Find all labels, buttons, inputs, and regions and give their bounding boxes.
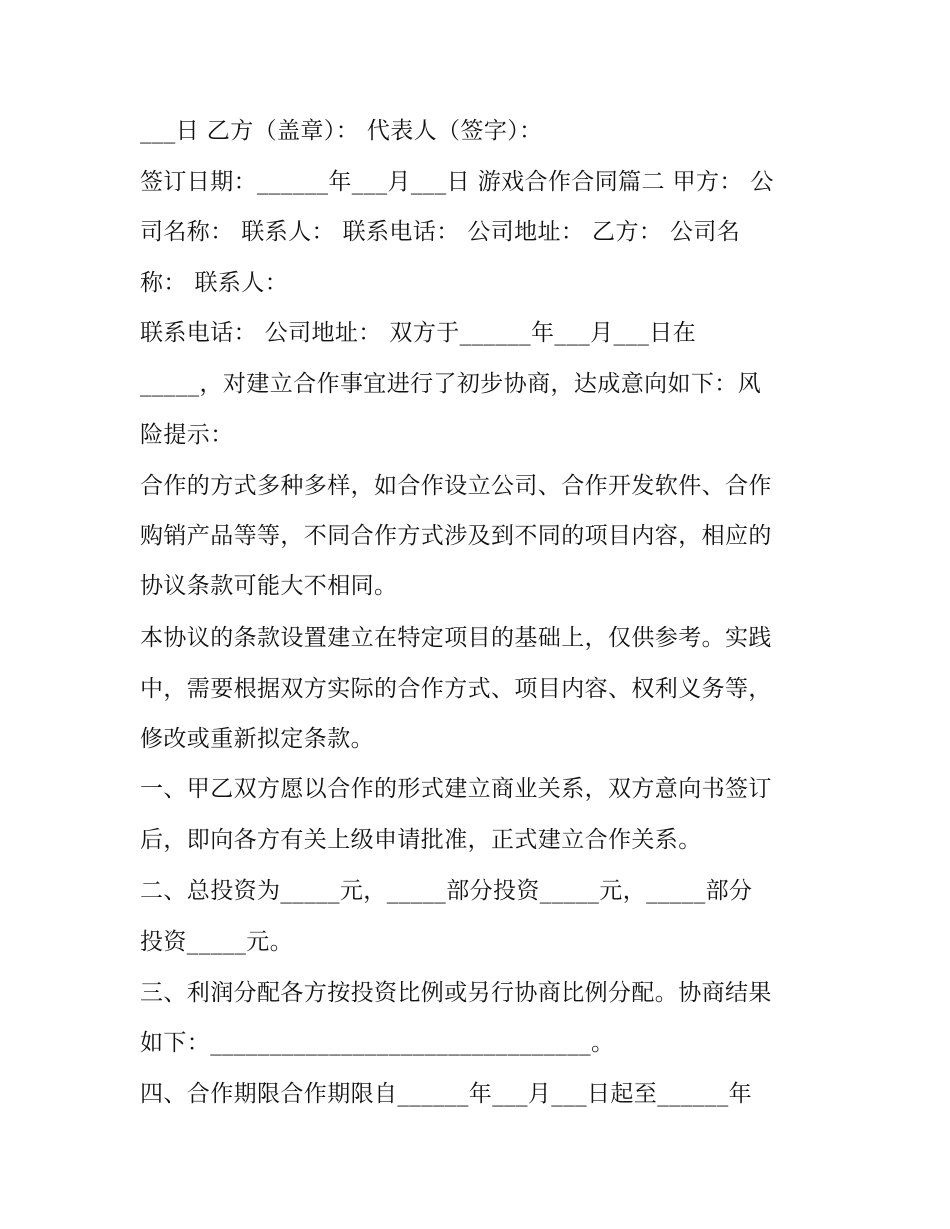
text-line-7: 险提示： bbox=[140, 422, 234, 448]
text-line-3: 司名称： 联系人： 联系电话： 公司地址： 乙方： 公司名 bbox=[140, 219, 741, 245]
text-line-11: 本协议的条款设置建立在特定项目的基础上，仅供参考。实践 bbox=[140, 625, 772, 651]
text-line-19: 如下：________________________________。 bbox=[140, 1030, 615, 1056]
text-line-6: _____，对建立合作事宜进行了初步协商，达成意向如下：风 bbox=[140, 371, 762, 397]
text-line-9: 购销产品等等，不同合作方式涉及到不同的项目内容，相应的 bbox=[140, 523, 772, 549]
text-line-15: 后，即向各方有关上级申请批准，正式建立合作关系。 bbox=[140, 827, 702, 853]
text-line-20: 四、合作期限合作期限自______年___月___日起至______年 bbox=[140, 1081, 752, 1107]
text-line-5: 联系电话： 公司地址： 双方于______年___月___日在 bbox=[140, 320, 697, 346]
text-line-18: 三、利润分配各方按投资比例或另行协商比例分配。协商结果 bbox=[140, 980, 772, 1006]
text-line-17: 投资_____元。 bbox=[140, 929, 294, 955]
text-line-13: 修改或重新拟定条款。 bbox=[140, 726, 374, 752]
text-line-8: 合作的方式多种多样，如合作设立公司、合作开发软件、合作 bbox=[140, 473, 772, 499]
text-line-16: 二、总投资为_____元，_____部分投资_____元，_____部分 bbox=[140, 878, 753, 904]
text-line-12: 中，需要根据双方实际的合作方式、项目内容、权利义务等， bbox=[140, 676, 772, 702]
text-line-2: 签订日期：______年___月___日 游戏合作合同篇二 甲方： 公 bbox=[140, 169, 774, 195]
text-line-14: 一、甲乙双方愿以合作的形式建立商业关系，双方意向书签订 bbox=[140, 776, 772, 802]
text-line-10: 协议条款可能大不相同。 bbox=[140, 573, 398, 599]
text-line-1: ___日 乙方（盖章）： 代表人（签字）： bbox=[140, 118, 543, 144]
text-line-4: 称： 联系人： bbox=[140, 270, 289, 296]
